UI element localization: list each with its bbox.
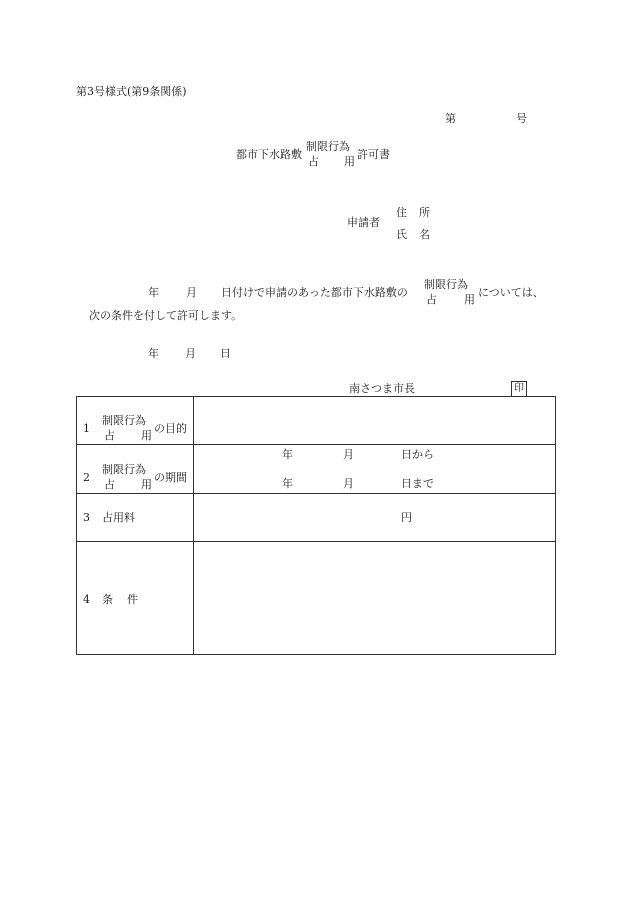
purpose-label-suffix: の目的 (154, 422, 187, 435)
conditions-value-cell[interactable] (194, 542, 556, 655)
title-choice-top: 制限行為 (306, 140, 350, 153)
fee-unit: 円 (401, 511, 412, 524)
table-row-conditions (77, 542, 556, 655)
number-suffix: 号 (516, 112, 527, 125)
period-to-day: 日まで (401, 477, 434, 490)
address-label-1: 住 (396, 206, 407, 219)
body-line-2: 次の条件を付して許可します。 (89, 309, 243, 322)
body-choice-bottom-2: 用 (464, 293, 475, 306)
table-row-fee (77, 494, 556, 542)
period-from-year: 年 (282, 448, 293, 461)
title-choice-bottom-2: 用 (344, 155, 355, 168)
body-text-after: については、 (478, 286, 544, 299)
table-row-period (77, 445, 556, 494)
period-label-suffix: の期間 (154, 471, 187, 484)
applicant-label: 申請者 (347, 216, 380, 229)
row-number: 1 (83, 422, 90, 435)
title-choice-bottom-1: 占 (308, 155, 319, 168)
conditions-label-1: 条 (102, 593, 113, 606)
period-label-cell (77, 445, 194, 494)
purpose-choice-bottom-2: 用 (141, 429, 152, 442)
row-number: 4 (83, 593, 90, 606)
seal-mark: 印 (511, 381, 527, 397)
issue-year: 年 (148, 347, 159, 360)
issuer-title: 南さつま市長 (349, 382, 415, 395)
purpose-choice-top: 制限行為 (102, 414, 146, 427)
body-choice-bottom-1: 占 (426, 293, 437, 306)
fee-value-cell[interactable] (194, 494, 556, 542)
purpose-choice-bottom-1: 占 (104, 429, 115, 442)
body-text-before: 日付けで申請のあった都市下水路敷の (221, 286, 408, 299)
row-number: 3 (83, 511, 90, 524)
number-prefix: 第 (445, 112, 456, 125)
conditions-table (76, 396, 556, 655)
fee-label: 占用料 (102, 511, 135, 524)
table-row-purpose (77, 397, 556, 445)
period-from-month: 月 (343, 448, 354, 461)
title-prefix: 都市下水路敷 (236, 148, 302, 161)
period-choice-bottom-2: 用 (141, 478, 152, 491)
body-date-year: 年 (148, 286, 159, 299)
purpose-value-cell[interactable] (194, 397, 556, 445)
purpose-label-cell (77, 397, 194, 445)
period-to-year: 年 (282, 477, 293, 490)
conditions-label-2: 件 (127, 593, 138, 606)
form-id: 第3号様式(第9条関係) (76, 85, 187, 98)
conditions-label-cell (77, 542, 194, 655)
name-label-1: 氏 (396, 228, 407, 241)
body-choice-top: 制限行為 (424, 278, 468, 291)
name-label-2: 名 (419, 228, 430, 241)
address-label-2: 所 (419, 206, 430, 219)
title-suffix: 許可書 (357, 148, 390, 161)
period-from-day: 日から (401, 448, 434, 461)
period-to-month: 月 (343, 477, 354, 490)
row-number: 2 (83, 471, 90, 484)
period-value-cell[interactable] (194, 445, 556, 494)
period-choice-bottom-1: 占 (104, 478, 115, 491)
fee-label-cell (77, 494, 194, 542)
issue-day: 日 (220, 347, 231, 360)
issue-month: 月 (185, 347, 196, 360)
period-choice-top: 制限行為 (102, 463, 146, 476)
body-date-month: 月 (186, 286, 197, 299)
